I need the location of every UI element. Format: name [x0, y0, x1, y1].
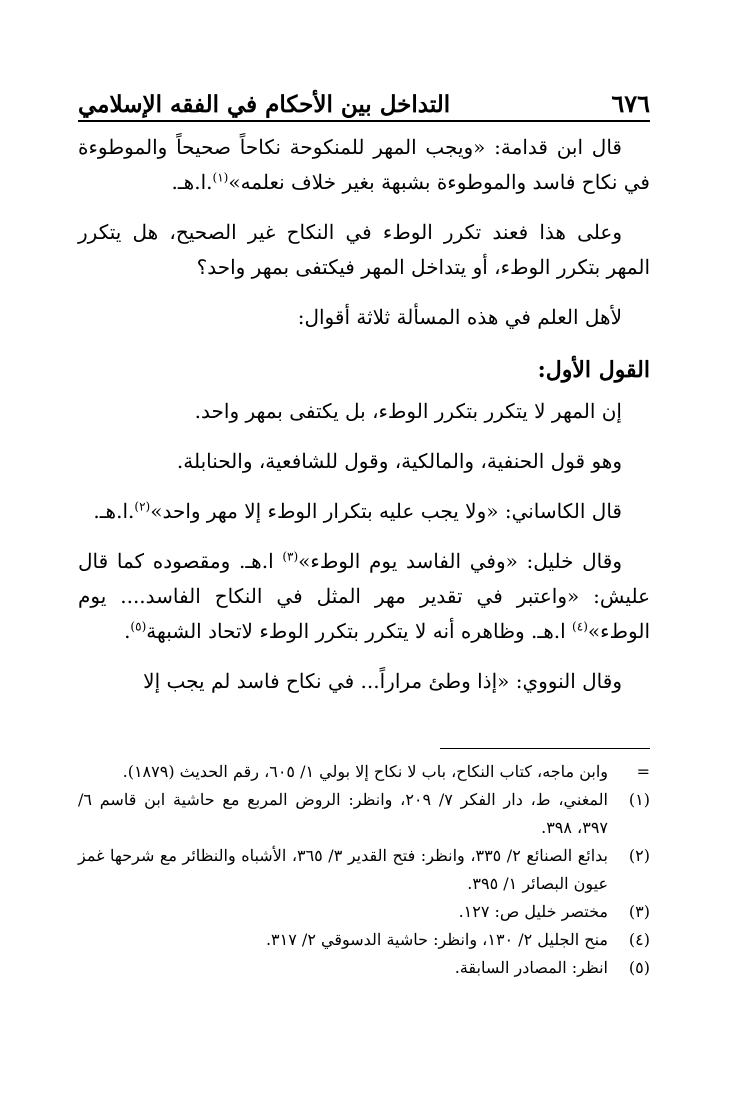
- footnote-rule: [440, 748, 650, 749]
- paragraph: قال الكاساني: «ولا يجب عليه بتكرار الوطء إلا مهر واحد»$^{(٢)}$.ا.هـ.: [93, 499, 622, 523]
- footnote-text: مختصر خليل ص: ١٢٧.: [458, 902, 608, 921]
- footnote-ref: (١): [212, 170, 229, 185]
- section-heading: القول الأول:: [537, 357, 650, 383]
- footnote: [78, 842, 650, 898]
- paragraph: وهو قول الحنفية، والمالكية، وقول للشافعية، والحنابلة.: [176, 449, 622, 473]
- footnote-ref: (٤): [572, 619, 588, 634]
- footnote-text: منح الجليل ٢/ ١٣٠، وانظر: حاشية الدسوقي ٢/ ٣١٧.: [265, 930, 608, 949]
- footnote-text: المغني، ط، دار الفكر ٧/ ٢٠٩، وانظر: الروض المربع مع حاشية ابن قاسم ٦/ ٣٩٧، ٣٩٨.: [78, 790, 608, 837]
- footnote-label: (٥): [628, 958, 650, 977]
- footnote: [78, 786, 650, 842]
- footnote: [78, 898, 650, 926]
- footnote-label: (١): [628, 790, 650, 809]
- main-text: [78, 130, 650, 714]
- paragraph: وعلى هذا فعند تكرر الوطء في النكاح غير الصحيح، هل يتكرر المهر بتكرر الوطء، أو يتداخل المهر فيكتفى بمهر واحد؟: [78, 220, 650, 279]
- footnote-ref: (٢): [134, 499, 151, 514]
- page-number: ٦٧٦: [611, 89, 650, 118]
- paragraph: قال ابن قدامة: «ويجب المهر للمنكوحة نكاحاً صحيحاً والموطوءة في نكاح فاسد والموطوءة بشبهة بغير خلاف نعلمه»$^{(١)}$.ا.هـ.: [78, 135, 650, 194]
- footnote-text: بدائع الصنائع ٢/ ٣٣٥، وانظر: فتح القدير ٣/ ٣٦٥، الأشباه والنظائر مع شرحها غمز عيون البصائر ١/ ٣٩٥.: [78, 846, 609, 893]
- paragraph: وقال خليل: «وفي الفاسد يوم الوطء»$^{(٣)}$ ا.هـ. ومقصوده كما قال عليش: «واعتبر في تقدير مهر المثل في النكاح الفاسد.... يوم الوطء»$^{(٤)}$ ا.هـ. وظاهره أنه لا يتكرر بتكرر الوطء لاتحاد الشبهة$^{(٥)}$.: [78, 549, 650, 643]
- footnote: [78, 758, 650, 786]
- header-rule: [78, 120, 650, 122]
- paragraph: وقال النووي: «إذا وطئ مراراً... في نكاح فاسد لم يجب إلا: [143, 669, 622, 693]
- footnote-text: انظر: المصادر السابقة.: [454, 958, 608, 977]
- footnote-ref: (٥): [130, 619, 147, 634]
- footnote-label: (٢): [628, 846, 650, 865]
- footnote-text: وابن ماجه، كتاب النكاح، باب لا نكاح إلا بولي ١/ ٦٠٥، رقم الحديث (١٨٧٩).: [122, 762, 608, 781]
- footnote-label: (٣): [628, 902, 650, 921]
- footnote: [78, 926, 650, 954]
- footnotes: [78, 758, 650, 982]
- footnote-ref: (٣): [282, 549, 299, 564]
- paragraph: لأهل العلم في هذه المسألة ثلاثة أقوال:: [297, 305, 622, 329]
- page-header: [78, 82, 650, 118]
- paragraph: إن المهر لا يتكرر بتكرر الوطء، بل يكتفى بمهر واحد.: [194, 399, 622, 423]
- footnote-label: (٤): [628, 930, 650, 949]
- footnote: [78, 954, 650, 982]
- running-head: التداخل بين الأحكام في الفقه الإسلامي: [78, 91, 451, 118]
- footnote-label: =: [636, 762, 650, 781]
